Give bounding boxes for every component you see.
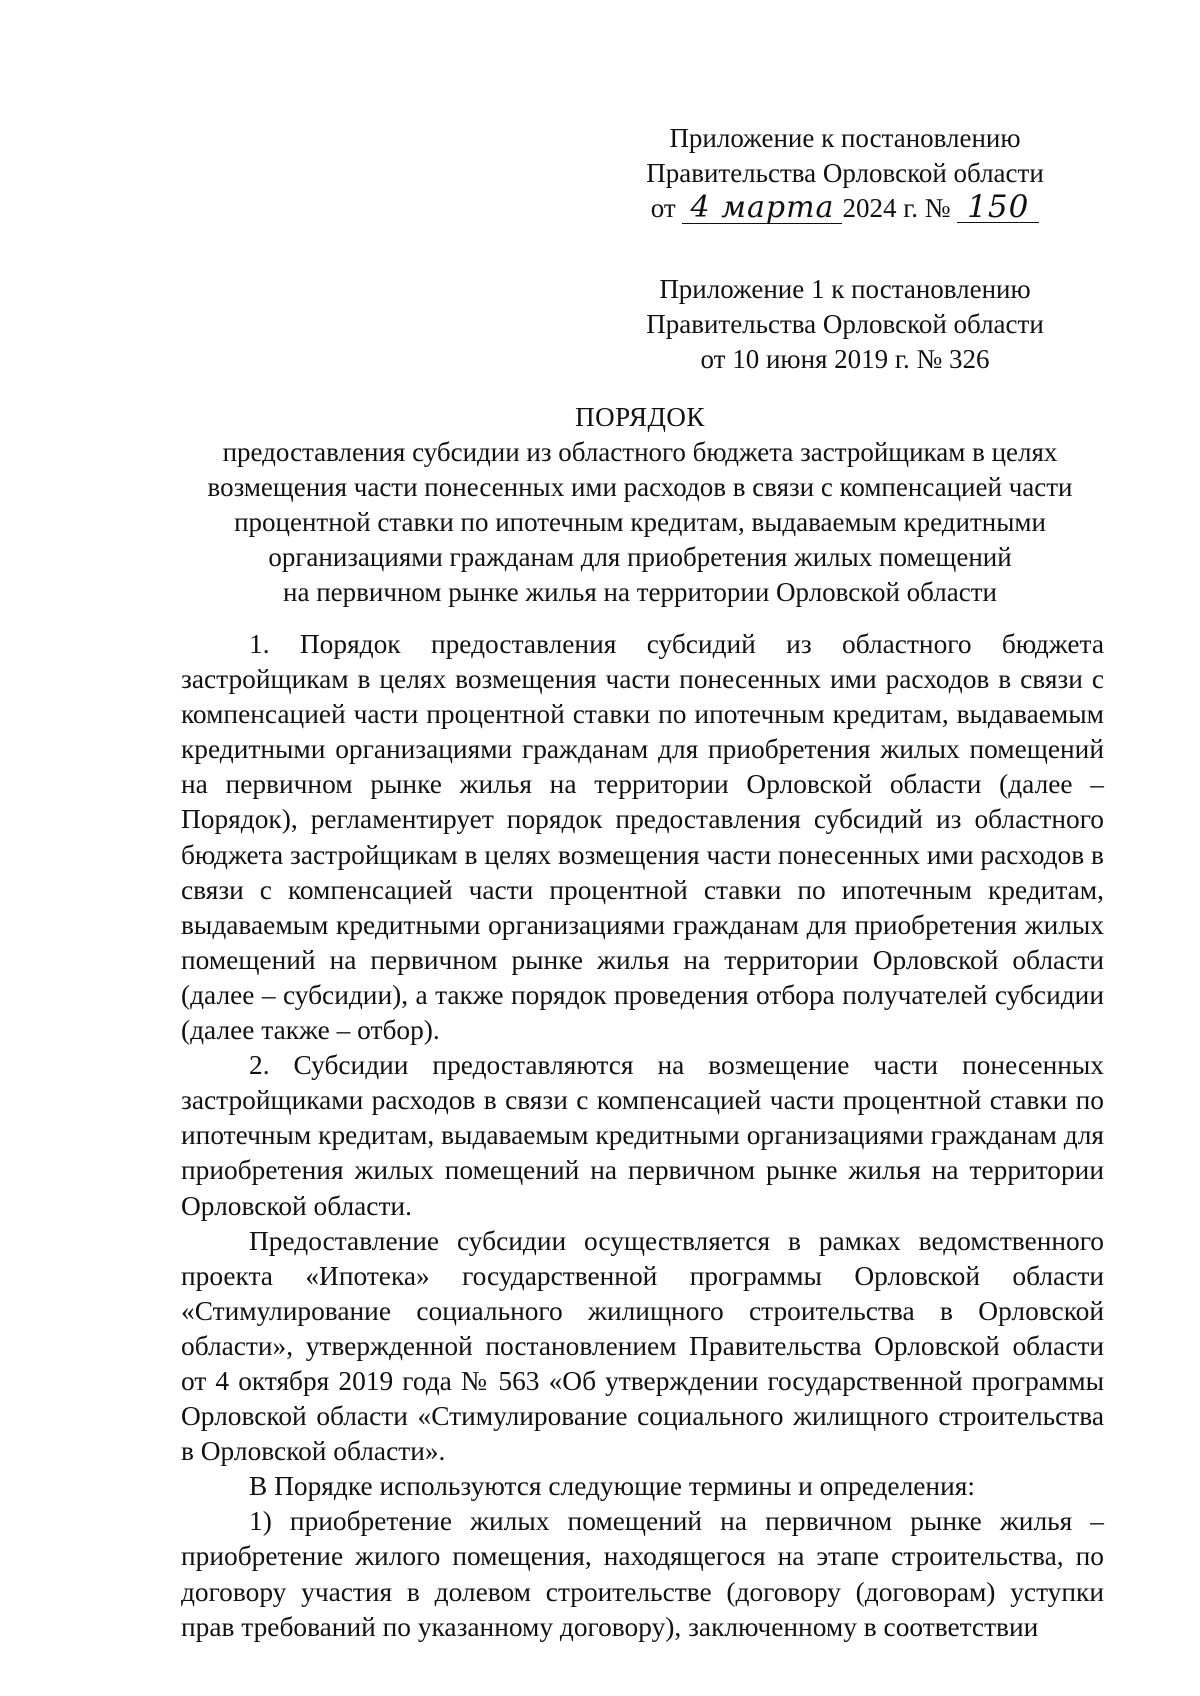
annex-header-current [610,121,1080,226]
paragraph-4: В Порядке используются следующие термины и определения: [249,1471,975,1502]
title-line-3: процентной ставки по ипотечным кредитам, выдаваемым кредитными [234,507,1046,537]
handwritten-date: 4 марта [682,193,842,224]
title-line-1: предоставления субсидии из областного бюджета застройщикам в целях [222,437,1058,467]
title-line-5: на первичном рынке жилья на территории Орловской области [283,577,997,607]
document-body [181,627,1104,1645]
annex-line-2: Правительства Орловской области [646,158,1044,188]
date-prefix: от [650,193,676,223]
annex-original-line-2: Правительства Орловской области [646,309,1044,339]
document-title [170,400,1110,610]
paragraph-5: 1) приобретение жилых помещений на первичном рынке жилья – приобретение жилого помещения, находящегося на этапе строительства, по договору участия в долевом строительстве (договору (договорам) уступки прав требований по указанному договору), заключенному в соответствии [181,1506,1104,1642]
year-number-label: 2024 г. № [842,193,951,223]
paragraph-1: 1. Порядок предоставления субсидий из областного бюджета застройщикам в целях возмещения части понесенных ими расходов в связи с компенсацией части процентной ставки по ипотечным кредитам, выдаваемым кредитными организациями гражданам для приобретения жилых помещений на первичном рынке жилья на территории Орловской области (далее – Порядок), регламентирует порядок предоставления субсидий из областного бюджета застройщикам в целях возмещения части понесенных ими расходов в связи с компенсацией части процентной ставки по ипотечным кредитам, выдаваемым кредитными организациями гражданам для приобретения жилых помещений на первичном рынке жилья на территории Орловской области (далее – субсидии), а также порядок проведения отбора получателей субсидии (далее также – отбор). [181,629,1104,1046]
annex-date-line [610,191,1080,226]
annex-original-line-3: от 10 июня 2019 г. № 326 [700,344,990,374]
annex-line-1: Приложение к постановлению [669,123,1021,153]
title-heading: ПОРЯДОК [575,402,705,432]
title-line-2: возмещения части понесенных ими расходов в связи с компенсацией части [207,472,1073,502]
paragraph-3: Предоставление субсидии осуществляется в рамках ведомственного проекта «Ипотека» государственной программы Орловской области «Стимулирование социального жилищного строительства в Орловской области», утвержденной постановлением Правительства Орловской области от 4 октября 2019 года № 563 «Об утверждении государственной программы Орловской области «Стимулирование социального жилищного строительства в Орловской области». [181,1225,1104,1467]
annex-original-line-1: Приложение 1 к постановлению [659,274,1031,304]
handwritten-number: 150 [957,192,1039,223]
paragraph-2: 2. Субсидии предоставляются на возмещение части понесенных застройщиками расходов в связи с компенсацией части процентной ставки по ипотечным кредитам, выдаваемым кредитными организациями гражданам для приобретения жилых помещений на первичном рынке жилья на территории Орловской области. [181,1050,1104,1221]
title-line-4: организациями гражданам для приобретения жилых помещений [268,542,1012,572]
annex-header-original [610,272,1080,377]
